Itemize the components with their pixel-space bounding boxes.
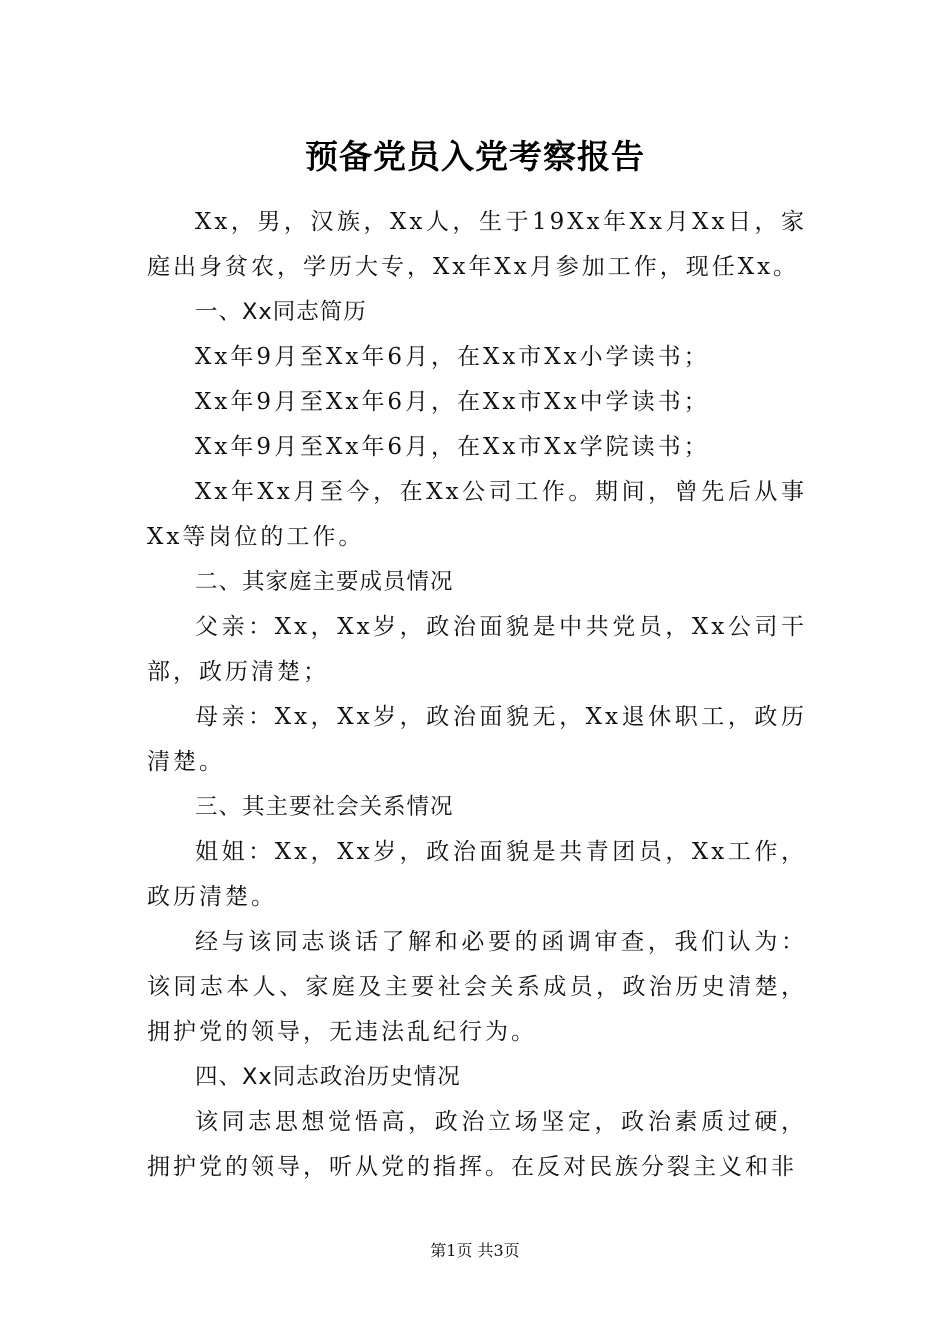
paragraph-review-conclusion: 经与该同志谈话了解和必要的函调审查，我们认为：该同志本人、家庭及主要社会关系成员，政治历史清楚，拥护党的领导，无违法乱纪行为。: [147, 929, 807, 1045]
section-heading-resume: 一、Xx同志简历: [195, 299, 367, 325]
paragraph-resume-college: Xx年9月至Xx年6月，在Xx市Xx学院读书；: [195, 434, 710, 460]
paragraph-sister: 姐姐：Xx，Xx岁，政治面貌是共青团员，Xx工作，政历清楚。: [147, 839, 807, 910]
document-body: [147, 200, 807, 1190]
page-footer: 第1页 共3页: [430, 1241, 520, 1260]
document-title: 预备党员入党考察报告: [305, 137, 645, 176]
paragraph-resume-primary: Xx年9月至Xx年6月，在Xx市Xx小学读书；: [195, 344, 710, 370]
paragraph-intro: Xx，男，汉族，Xx人，生于19Xx年Xx月Xx日，家庭出身贫农，学历大专，Xx年Xx月参加工作，现任Xx。: [147, 209, 807, 280]
section-heading-family: 二、其家庭主要成员情况: [195, 569, 454, 595]
section-heading-relations: 三、其主要社会关系情况: [195, 794, 454, 820]
paragraph-father: 父亲：Xx，Xx岁，政治面貌是中共党员，Xx公司干部，政历清楚；: [147, 614, 807, 685]
paragraph-resume-middle: Xx年9月至Xx年6月，在Xx市Xx中学读书；: [195, 389, 710, 415]
paragraph-resume-work: Xx年Xx月至今，在Xx公司工作。期间，曾先后从事Xx等岗位的工作。: [147, 479, 807, 550]
paragraph-mother: 母亲：Xx，Xx岁，政治面貌无，Xx退休职工，政历清楚。: [147, 704, 807, 775]
section-heading-political-history: 四、Xx同志政治历史情况: [195, 1064, 461, 1090]
paragraph-political-history: 该同志思想觉悟高，政治立场坚定，政治素质过硬，拥护党的领导，听从党的指挥。在反对民族分裂主义和非: [147, 1109, 807, 1180]
